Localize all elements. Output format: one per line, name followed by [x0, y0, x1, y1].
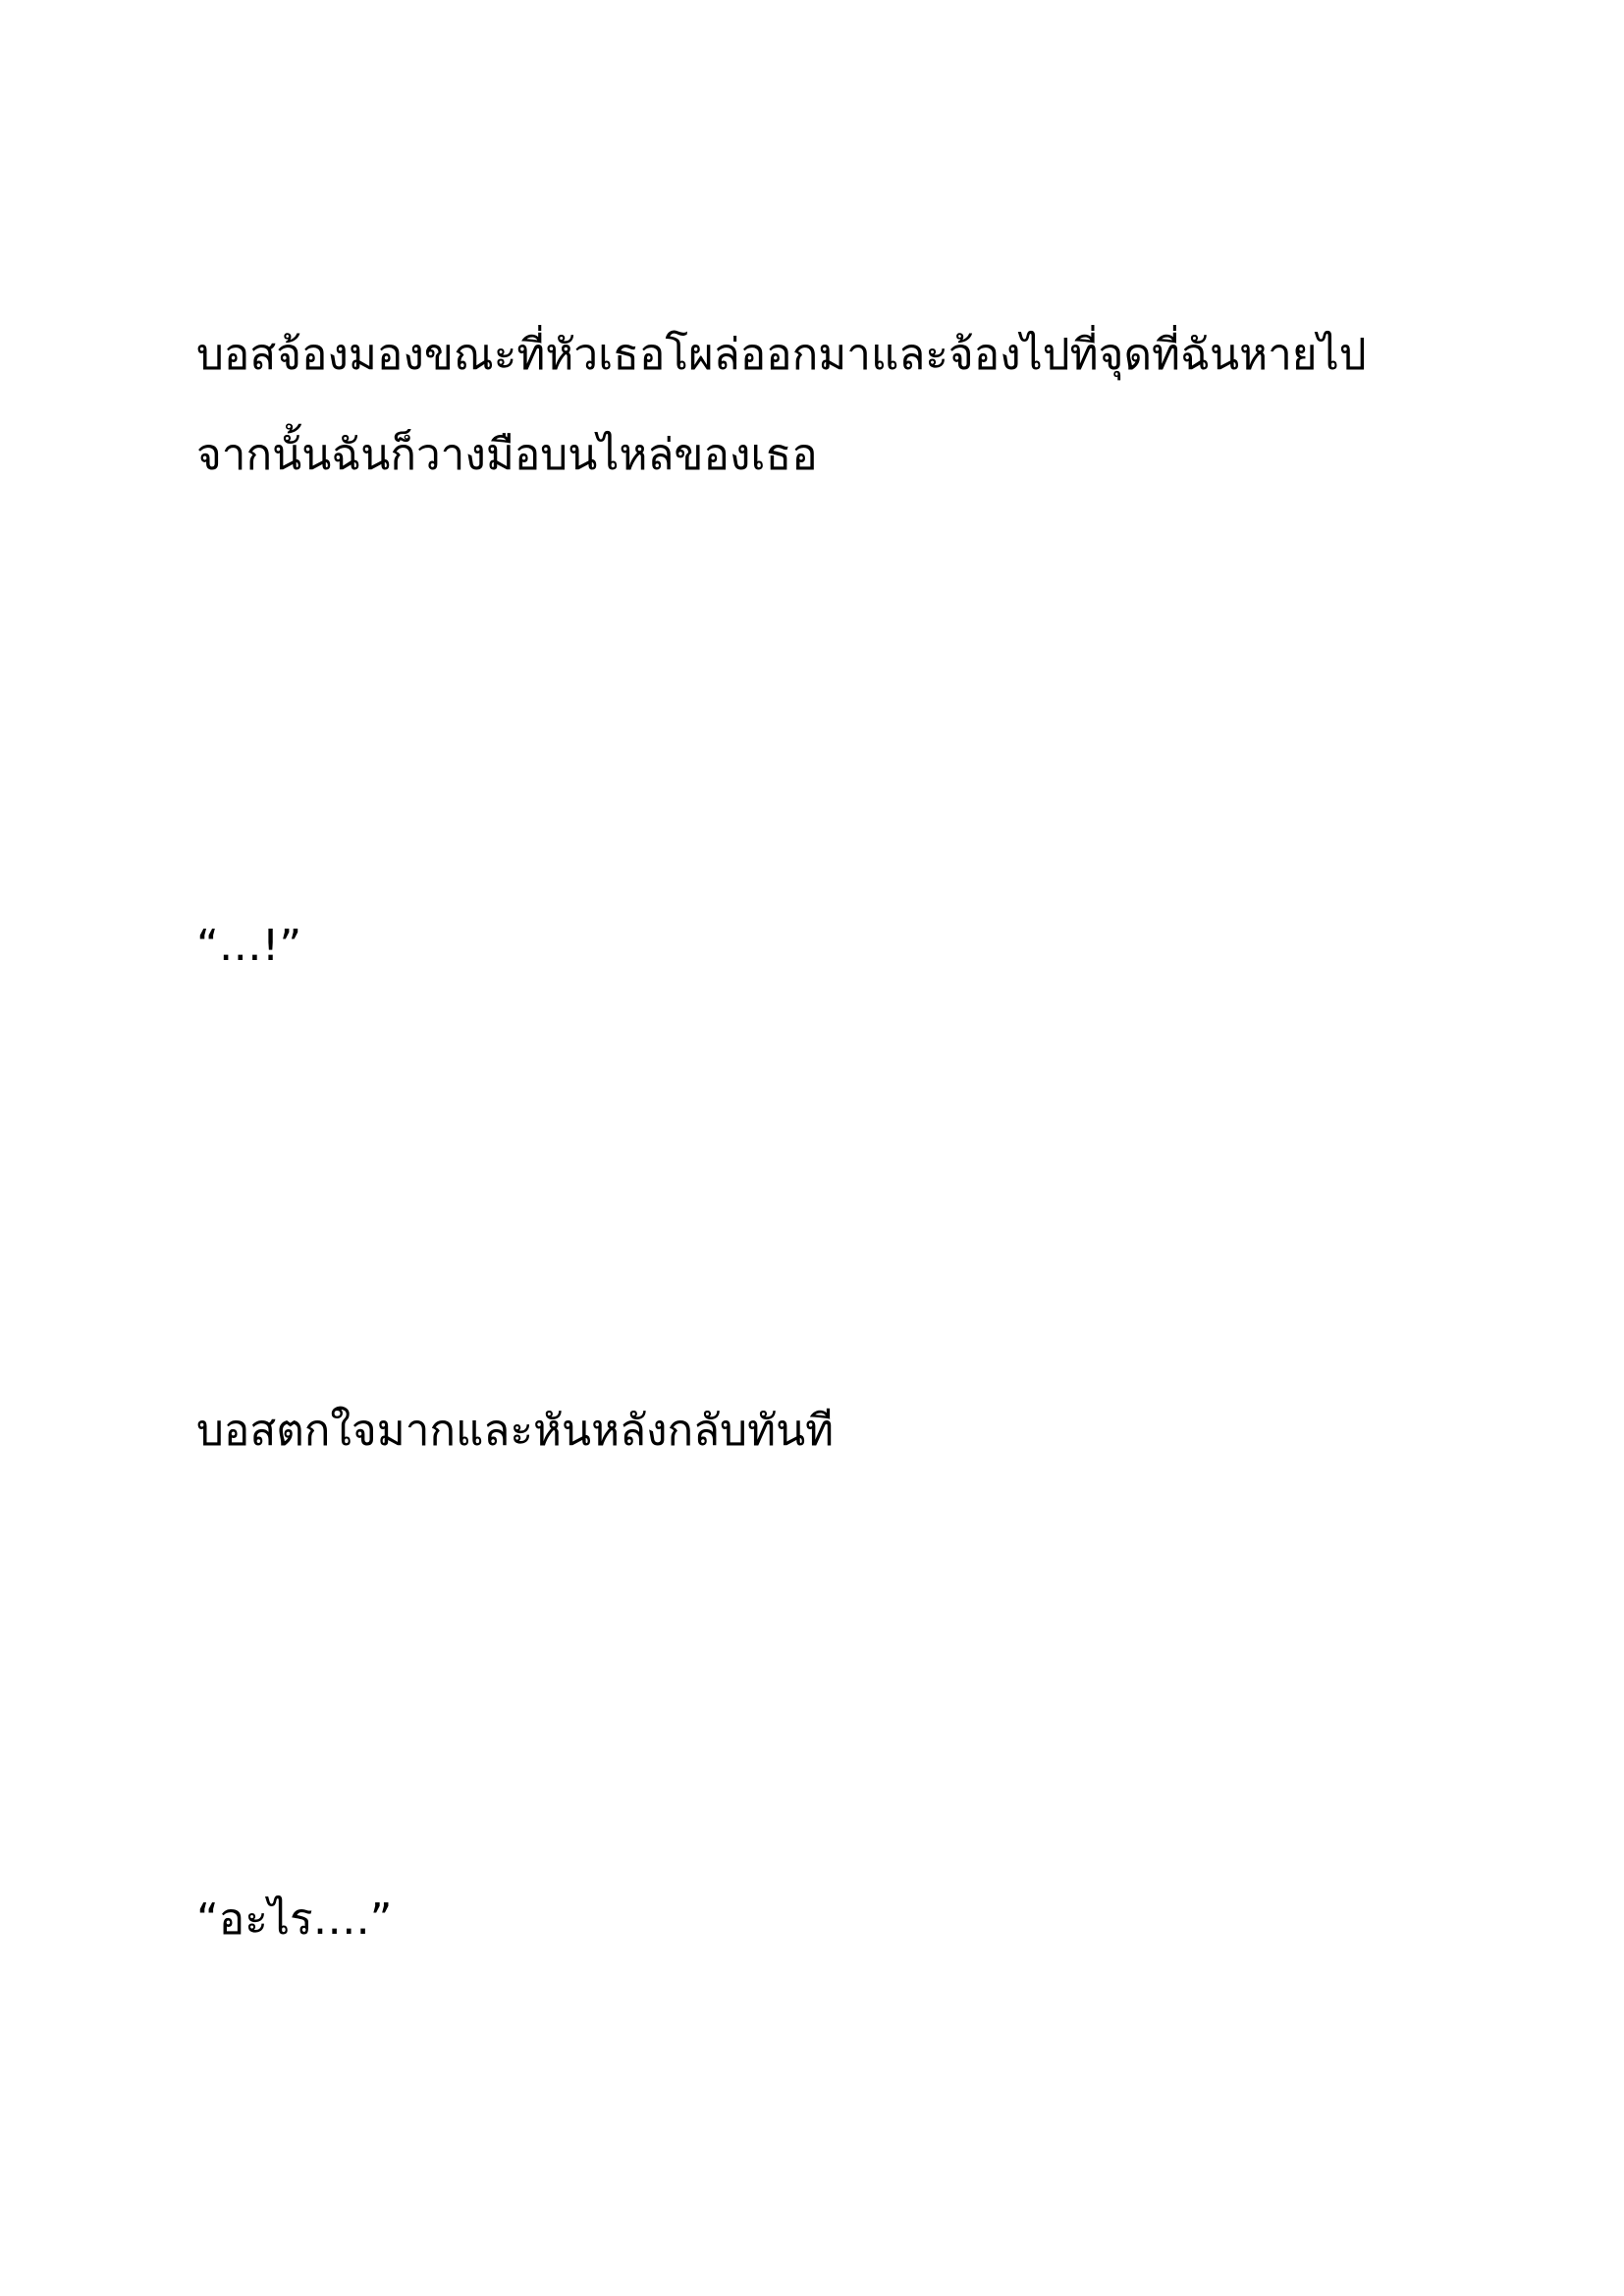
paragraph-hand-on-shoulder: จากนั้นฉันก็วางมือบนไหล่ของเธอ	[196, 430, 818, 480]
dialogue-what: “อะไร….”	[196, 1895, 393, 1945]
paragraph-boss-startled: บอสตกใจมากและหันหลังกลับทันที	[196, 1406, 835, 1456]
dialogue-exclamation: “…!”	[196, 921, 302, 971]
paragraph-boss-staring: บอสจ้องมองขณะที่หัวเธอโผล่ออกมาและจ้องไปที่จุดที่ฉันหายไป	[196, 330, 1367, 380]
